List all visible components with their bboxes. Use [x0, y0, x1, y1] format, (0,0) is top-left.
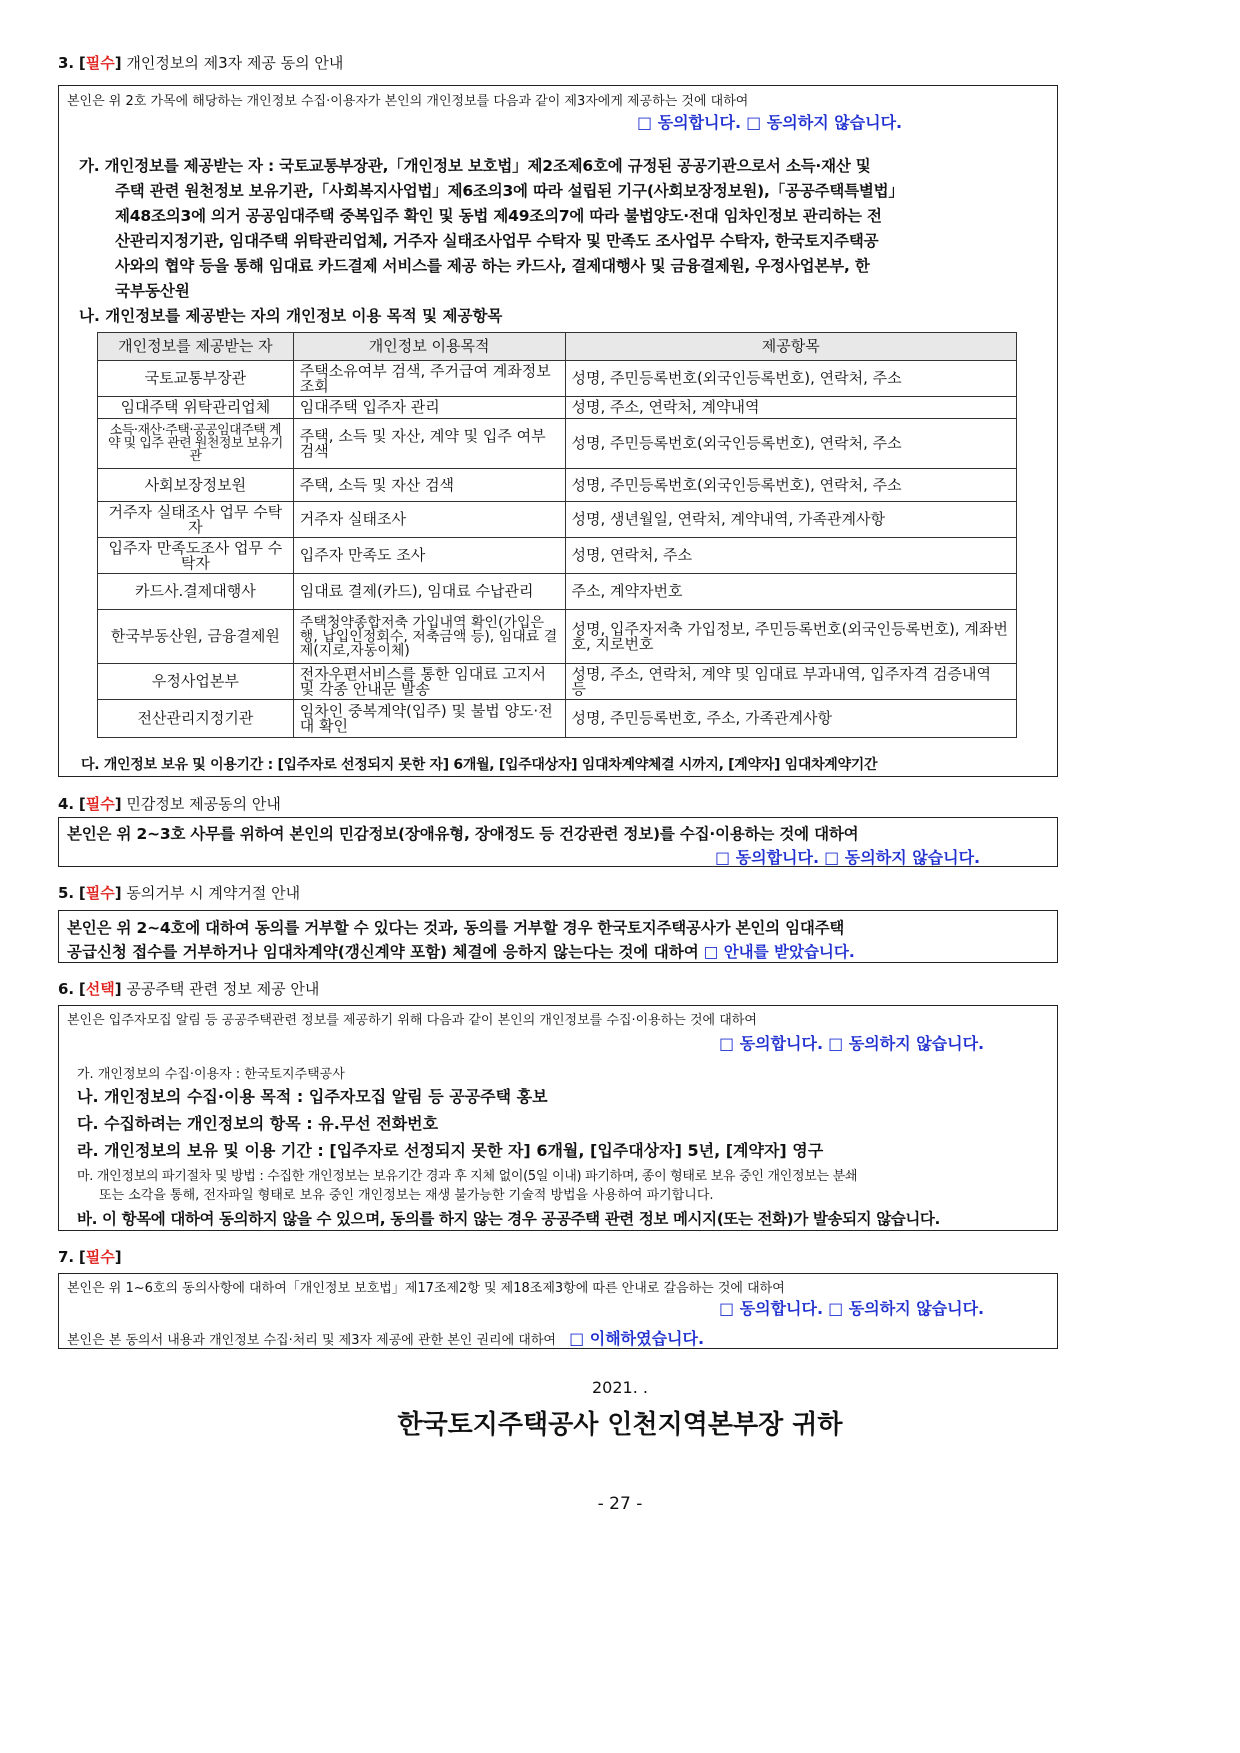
s4-disagree-checkbox[interactable]: □ 동의하지 않습니다. — [824, 848, 981, 867]
s6-ba: 바. 이 항목에 대하여 동의하지 않을 수 있으며, 동의를 하지 않는 경우 공공주택 관련 정보 메시지(또는 전화)가 발송되지 않습니다. — [77, 1210, 940, 1228]
s6-ma-1: 마. 개인정보의 파기절차 및 방법 : 수집한 개인정보는 보유기간 경과 후 지체 없이(5일 이내) 파기하며, 종이 형태로 보유 중인 개인정보는 분쇄 — [77, 1169, 858, 1184]
s6-na: 나. 개인정보의 수집·이용 목적 : 입주자모집 알림 등 공공주택 홍보 — [77, 1087, 548, 1106]
recipient-table — [97, 332, 1017, 738]
s6-disagree-checkbox[interactable]: □ 동의하지 않습니다. — [828, 1034, 985, 1053]
table-cell: 주소, 계약자번호 — [565, 574, 1017, 610]
section-5-heading: 5. [필수] 동의거부 시 계약거절 안내 — [58, 884, 301, 902]
s3-disagree-checkbox[interactable]: □ 동의하지 않습니다. — [746, 113, 903, 132]
table-row — [98, 419, 1017, 469]
table-header: 개인정보를 제공받는 자 — [98, 333, 294, 361]
table-cell: 성명, 주소, 연락처, 계약 및 임대료 부과내역, 입주자격 검증내역 등 — [565, 664, 1017, 700]
table-cell: 성명, 주민등록번호, 주소, 가족관계사항 — [565, 700, 1017, 738]
s3-ga-line-3: 제48조의3에 의거 공공임대주택 중복입주 확인 및 동법 제49조의7에 따라 불법양도·전대 임차인정보 관리하는 전 — [115, 207, 882, 225]
table-header-row — [98, 333, 1017, 361]
table-header: 개인정보 이용목적 — [293, 333, 565, 361]
s6-ra: 라. 개인정보의 보유 및 이용 기간 : [입주자로 선정되지 못한 자] 6개월, [입주대상자] 5년, [계약자] 영구 — [77, 1141, 824, 1160]
table-cell: 임대료 결제(카드), 임대료 수납관리 — [293, 574, 565, 610]
s3-ga-line-6: 국부동산원 — [115, 282, 190, 300]
s7-understood-checkbox[interactable]: □ 이해하였습니다. — [569, 1329, 705, 1348]
table-cell: 주택, 소득 및 자산 검색 — [293, 469, 565, 502]
section-6-heading: 6. [선택] 공공주택 관련 정보 제공 안내 — [58, 980, 320, 998]
table-cell: 사회보장정보원 — [98, 469, 294, 502]
table-cell: 성명, 생년월일, 연락처, 계약내역, 가족관계사항 — [565, 502, 1017, 538]
section-4-box — [58, 817, 1058, 867]
s3-agree-checkbox[interactable]: □ 동의합니다. — [637, 113, 742, 132]
s4-text: 본인은 위 2~3호 사무를 위하여 본인의 민감정보(장애유형, 장애정도 등 건강관련 정보)를 수집·이용하는 것에 대하여 — [67, 825, 859, 843]
s3-ga-line-4: 산관리지정기관, 임대주택 위탁관리업체, 거주자 실태조사업무 수탁자 및 만족도 조사업무 수탁자, 한국토지주택공 — [115, 232, 879, 250]
table-row — [98, 700, 1017, 738]
s7-intro: 본인은 위 1~6호의 동의사항에 대하여「개인정보 보호법」제17조제2항 및 제18조제3항에 따른 안내로 갈음하는 것에 대하여 — [67, 1281, 785, 1296]
table-cell: 성명, 주민등록번호(외국인등록번호), 연락처, 주소 — [565, 419, 1017, 469]
table-cell: 국토교통부장관 — [98, 361, 294, 397]
s3-ga-line-2: 주택 관련 원천정보 보유기관,「사회복지사업법」제6조의3에 따라 설립된 기구(사회보장정보원),「공공주택특별법」 — [115, 182, 904, 200]
table-cell: 주택청약종합저축 가입내역 확인(가입은행, 납입인정회수, 저축금액 등), 임대료 결제(지로,자동이체) — [293, 610, 565, 664]
table-cell: 성명, 주민등록번호(외국인등록번호), 연락처, 주소 — [565, 469, 1017, 502]
table-cell: 입주자 만족도 조사 — [293, 538, 565, 574]
table-row — [98, 397, 1017, 419]
s5-ack-checkbox[interactable]: □ 안내를 받았습니다. — [703, 943, 855, 961]
table-cell: 임대주택 입주자 관리 — [293, 397, 565, 419]
table-cell: 우정사업본부 — [98, 664, 294, 700]
table-cell: 카드사.결제대행사 — [98, 574, 294, 610]
table-cell: 입주자 만족도조사 업무 수탁자 — [98, 538, 294, 574]
table-row — [98, 502, 1017, 538]
s3-ga-line-5: 사와의 협약 등을 통해 임대료 카드결제 서비스를 제공 하는 카드사, 결제대행사 및 금융결제원, 우정사업본부, 한 — [115, 257, 870, 275]
table-row — [98, 469, 1017, 502]
table-row — [98, 574, 1017, 610]
table-cell: 전자우편서비스를 통한 임대료 고지서 및 각종 안내문 발송 — [293, 664, 565, 700]
s3-da-text: 다. 개인정보 보유 및 이용기간 : [입주자로 선정되지 못한 자] 6개월, [입주대상자] 임대차계약체결 시까지, [계약자] 임대차계약기간 — [81, 757, 878, 773]
s6-da: 다. 수집하려는 개인정보의 항목 : 유.무선 전화번호 — [77, 1114, 439, 1133]
table-cell: 성명, 주민등록번호(외국인등록번호), 연락처, 주소 — [565, 361, 1017, 397]
table-cell: 소득·재산·주택·공공임대주택 계약 및 입주 관련 원천정보 보유기관 — [98, 419, 294, 469]
s3-intro: 본인은 위 2호 가목에 해당하는 개인정보 수집·이용자가 본인의 개인정보를 다음과 같이 제3자에게 제공하는 것에 대하여 — [67, 94, 749, 109]
table-row — [98, 538, 1017, 574]
section-3-heading: 3. [필수] 개인정보의 제3자 제공 동의 안내 — [58, 54, 344, 72]
table-cell: 전산관리지정기관 — [98, 700, 294, 738]
s3-ga-line-1: 가. 개인정보를 제공받는 자 : 국토교통부장관,「개인정보 보호법」제2조제6호에 규정된 공공기관으로서 소득·재산 및 — [79, 157, 871, 175]
s4-agree-checkbox[interactable]: □ 동의합니다. — [715, 848, 820, 867]
table-row — [98, 610, 1017, 664]
section-3-box — [58, 85, 1058, 777]
s5-line-1: 본인은 위 2~4호에 대하여 동의를 거부할 수 있다는 것과, 동의를 거부할 경우 한국토지주택공사가 본인의 임대주택 — [67, 919, 845, 937]
table-row — [98, 361, 1017, 397]
s6-ga: 가. 개인정보의 수집·이용자 : 한국토지주택공사 — [77, 1067, 345, 1082]
s6-agree-checkbox[interactable]: □ 동의합니다. — [719, 1034, 824, 1053]
table-row — [98, 664, 1017, 700]
page-number: - 27 - — [597, 1494, 643, 1514]
section-5-box — [58, 910, 1058, 963]
section-7-heading: 7. [필수] — [58, 1248, 122, 1266]
s5-line-2: 공급신청 접수를 거부하거나 임대차계약(갱신계약 포함) 체결에 응하지 않는다는 것에 대하여 — [67, 943, 699, 961]
section-4-heading: 4. [필수] 민감정보 제공동의 안내 — [58, 795, 281, 813]
table-cell: 임대주택 위탁관리업체 — [98, 397, 294, 419]
section-6-box — [58, 1005, 1058, 1231]
table-cell: 거주자 실태조사 — [293, 502, 565, 538]
table-header: 제공항목 — [565, 333, 1017, 361]
s3-na-heading: 나. 개인정보를 제공받는 자의 개인정보 이용 목적 및 제공항목 — [79, 307, 503, 325]
table-cell: 성명, 입주자저축 가입정보, 주민등록번호(외국인등록번호), 계좌번호, 지로번호 — [565, 610, 1017, 664]
s6-intro: 본인은 입주자모집 알림 등 공공주택관련 정보를 제공하기 위해 다음과 같이 본인의 개인정보를 수집·이용하는 것에 대하여 — [67, 1013, 757, 1028]
table-cell: 한국부동산원, 금융결제원 — [98, 610, 294, 664]
s7-disagree-checkbox[interactable]: □ 동의하지 않습니다. — [828, 1299, 985, 1318]
table-cell: 주택소유여부 검색, 주거급여 계좌정보조회 — [293, 361, 565, 397]
addressee: 한국토지주택공사 인천지역본부장 귀하 — [397, 1410, 843, 1440]
section-7-box — [58, 1273, 1058, 1349]
table-cell: 성명, 연락처, 주소 — [565, 538, 1017, 574]
table-cell: 주택, 소득 및 자산, 계약 및 입주 여부 검색 — [293, 419, 565, 469]
table-cell: 임차인 중복계약(입주) 및 불법 양도·전대 확인 — [293, 700, 565, 738]
s7-agree-checkbox[interactable]: □ 동의합니다. — [719, 1299, 824, 1318]
table-cell: 성명, 주소, 연락처, 계약내역 — [565, 397, 1017, 419]
s6-ma-2: 또는 소각을 통해, 전자파일 형태로 보유 중인 개인정보는 재생 불가능한 기술적 방법을 사용하여 파기합니다. — [99, 1188, 714, 1203]
date-line: 2021. . — [592, 1378, 648, 1397]
table-cell: 거주자 실태조사 업무 수탁자 — [98, 502, 294, 538]
s7-rights: 본인은 본 동의서 내용과 개인정보 수집·처리 및 제3자 제공에 관한 본인 권리에 대하여 — [67, 1333, 556, 1348]
